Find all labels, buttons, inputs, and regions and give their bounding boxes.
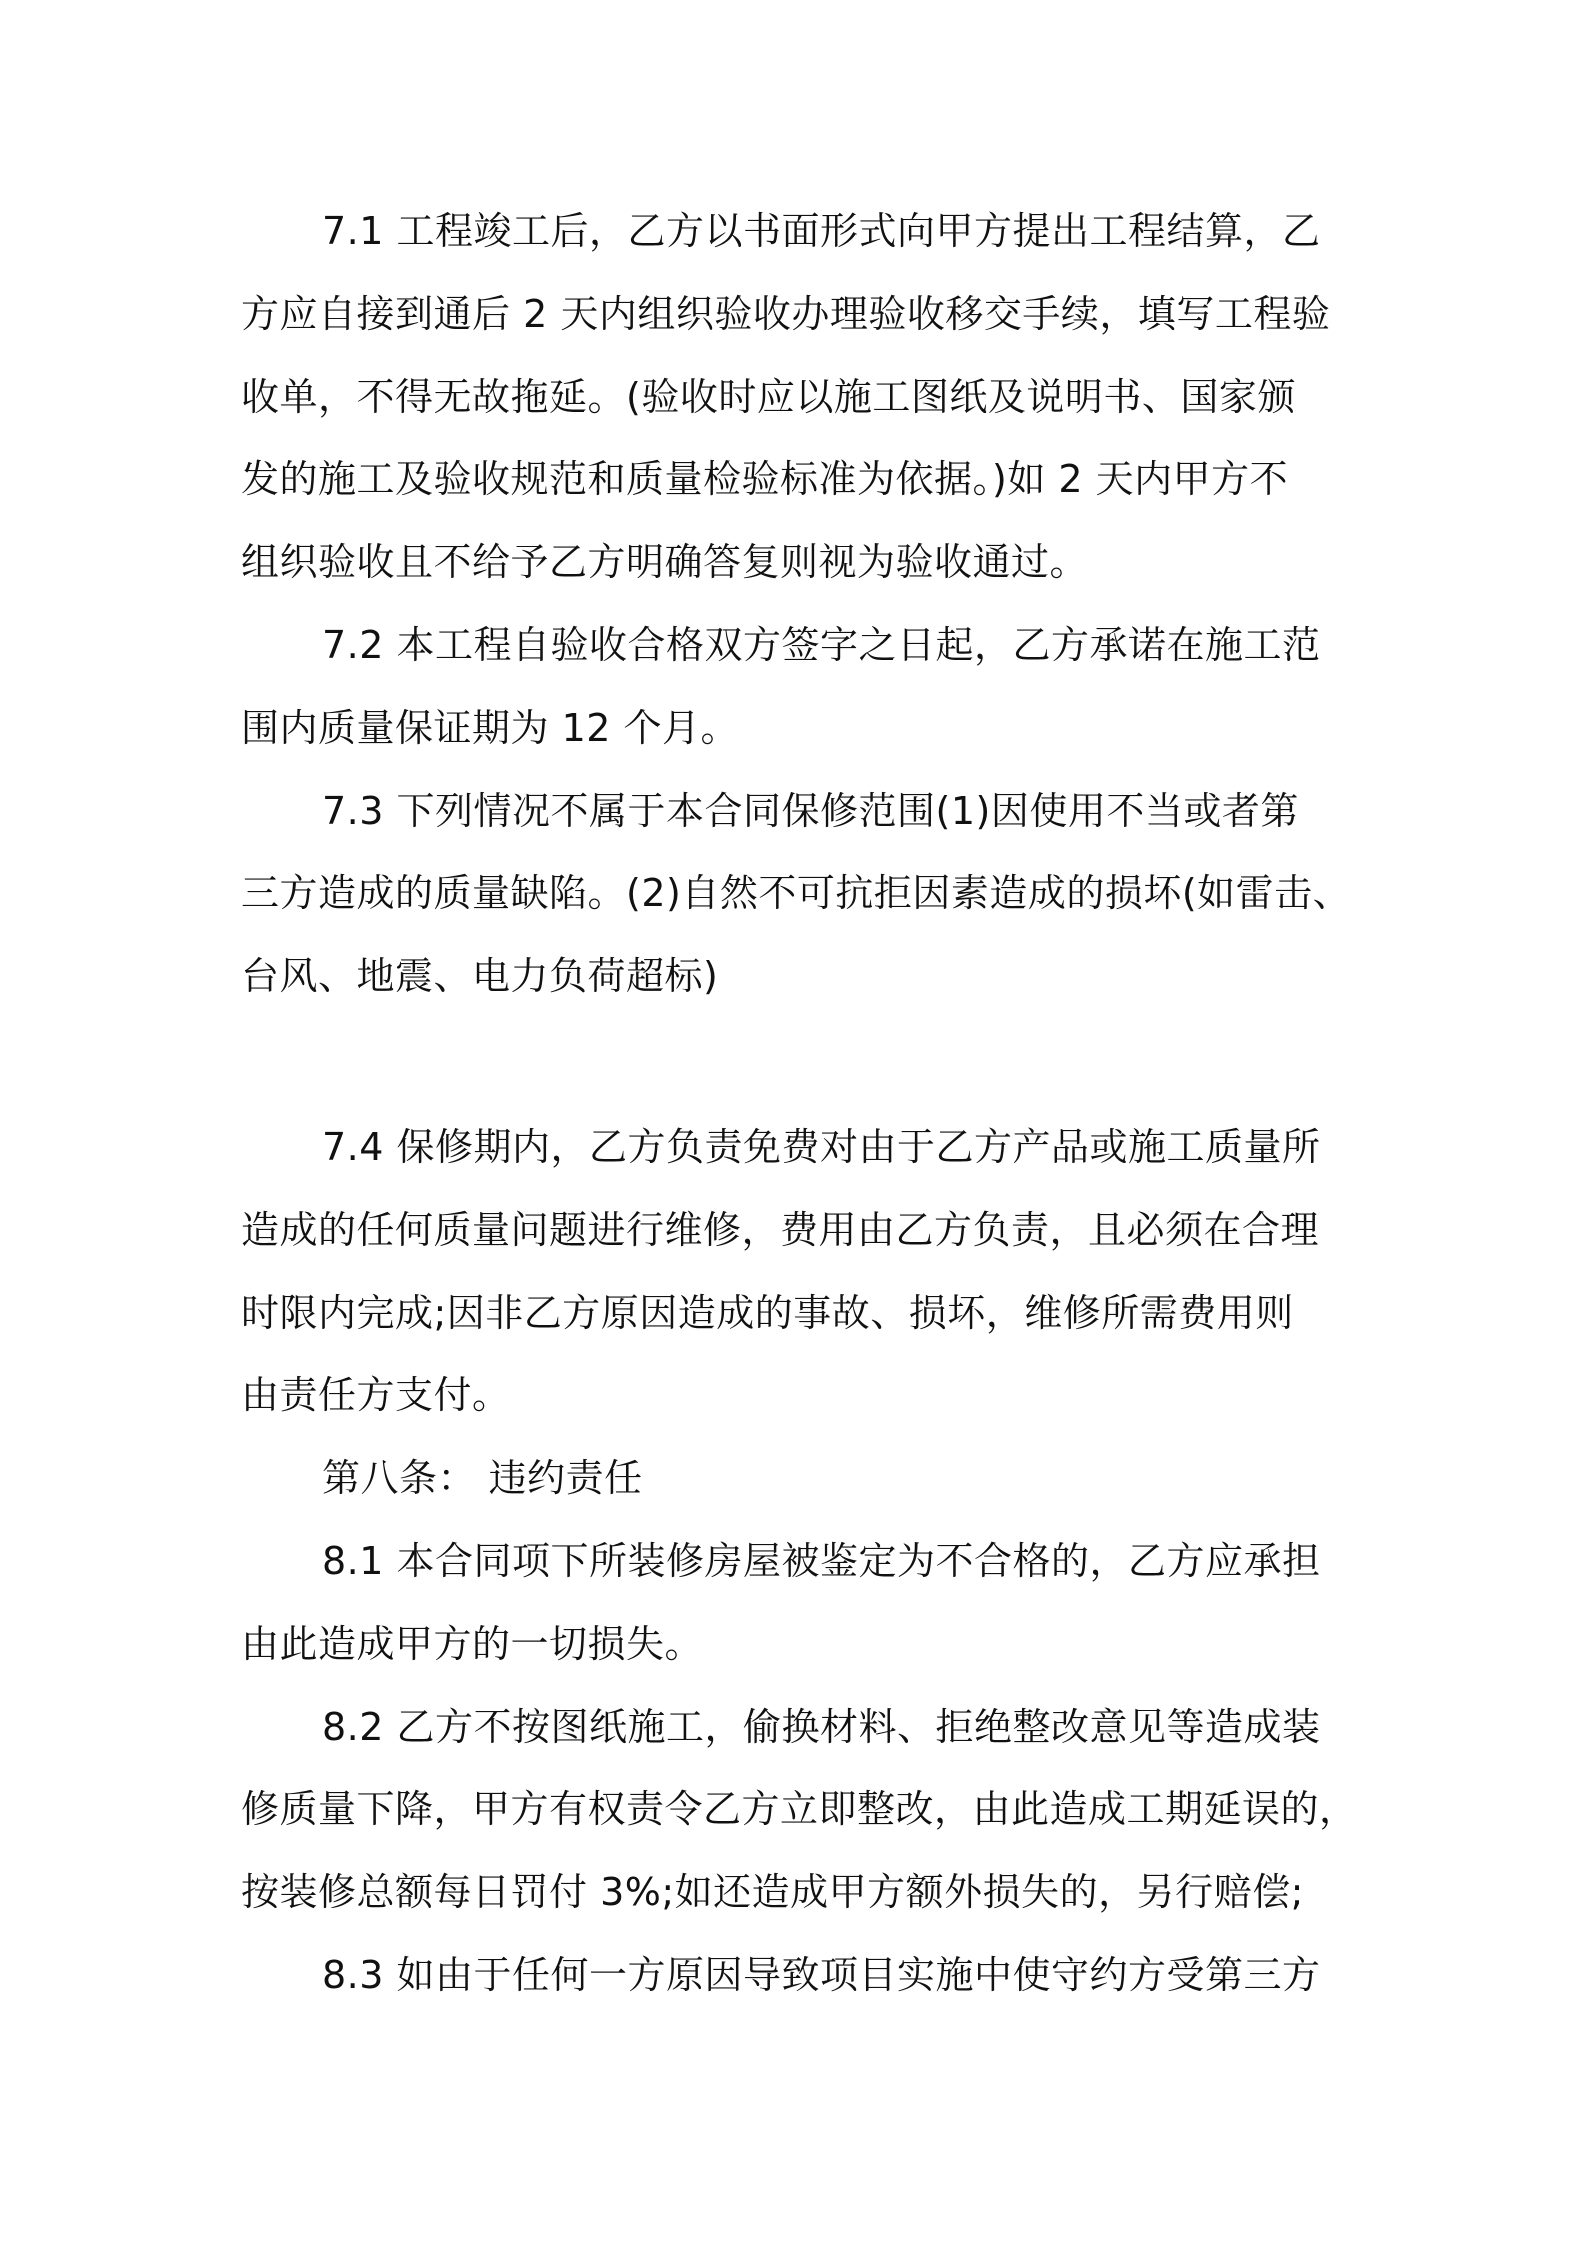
clause-7-1-line-5: 组织验收且不给予乙方明确答复则视为验收通过。 bbox=[241, 540, 1089, 584]
article-8-heading: 第八条： 违约责任 bbox=[322, 1456, 643, 1500]
clause-7-3-line-3: 台风、地震、电力负荷超标) bbox=[241, 954, 719, 998]
clause-7-2-line-2: 围内质量保证期为 12 个月。 bbox=[241, 706, 740, 750]
clause-8-1-line-2: 由此造成甲方的一切损失。 bbox=[241, 1622, 704, 1666]
clause-7-1-line-3: 收单，不得无故拖延。(验收时应以施工图纸及说明书、国家颁 bbox=[241, 375, 1296, 419]
clause-7-4-line-1: 7.4 保修期内，乙方负责免费对由于乙方产品或施工质量所 bbox=[322, 1125, 1321, 1169]
clause-8-2-line-3: 按装修总额每日罚付 3%;如还造成甲方额外损失的，另行赔偿; bbox=[241, 1870, 1304, 1914]
clause-8-2-line-1: 8.2 乙方不按图纸施工，偷换材料、拒绝整改意见等造成装 bbox=[322, 1705, 1321, 1749]
clause-7-1-line-4: 发的施工及验收规范和质量检验标准为依据。)如 2 天内甲方不 bbox=[241, 457, 1289, 501]
clause-7-4-line-2: 造成的任何质量问题进行维修，费用由乙方负责，且必须在合理 bbox=[241, 1208, 1320, 1252]
clause-8-2-line-2: 修质量下降，甲方有权责令乙方立即整改，由此造成工期延误的， bbox=[241, 1787, 1358, 1831]
clause-7-2-line-1: 7.2 本工程自验收合格双方签字之日起，乙方承诺在施工范 bbox=[322, 623, 1321, 667]
clause-7-4-line-3: 时限内完成;因非乙方原因造成的事故、损坏，维修所需费用则 bbox=[241, 1291, 1294, 1335]
clause-8-3-line-1: 8.3 如由于任何一方原因导致项目实施中使守约方受第三方 bbox=[322, 1953, 1321, 1997]
clause-7-4-line-4: 由责任方支付。 bbox=[241, 1373, 511, 1417]
clause-7-3-line-1: 7.3 下列情况不属于本合同保修范围(1)因使用不当或者第 bbox=[322, 789, 1299, 833]
clause-7-3-line-2: 三方造成的质量缺陷。(2)自然不可抗拒因素造成的损坏(如雷击、 bbox=[241, 871, 1352, 915]
clause-7-1-line-2: 方应自接到通后 2 天内组织验收办理验收移交手续，填写工程验 bbox=[241, 292, 1331, 336]
clause-7-1-line-1: 7.1 工程竣工后，乙方以书面形式向甲方提出工程结算，乙 bbox=[322, 209, 1321, 253]
clause-8-1-line-1: 8.1 本合同项下所装修房屋被鉴定为不合格的，乙方应承担 bbox=[322, 1539, 1321, 1583]
